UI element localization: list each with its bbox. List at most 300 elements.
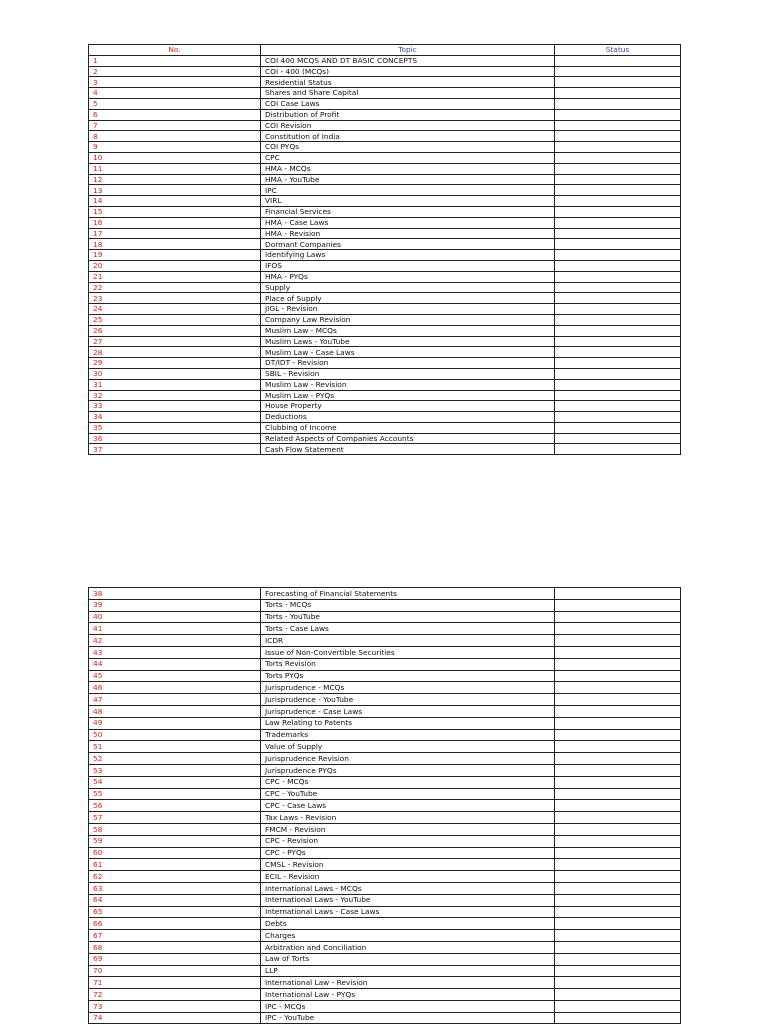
status-cell	[555, 812, 681, 824]
status-cell	[555, 196, 681, 207]
status-cell	[555, 823, 681, 835]
topic-cell: Torts PYQs	[261, 670, 555, 682]
status-cell	[555, 239, 681, 250]
status-cell	[555, 120, 681, 131]
table-row	[89, 77, 681, 88]
row-number-cell: 21	[89, 271, 261, 282]
status-cell	[555, 433, 681, 444]
topic-cell: Muslim Law - MCQs	[261, 325, 555, 336]
table-row	[89, 304, 681, 315]
table-row	[89, 379, 681, 390]
table-row	[89, 599, 681, 611]
table-row	[89, 705, 681, 717]
status-cell	[555, 611, 681, 623]
topic-cell: Torts - MCQs	[261, 599, 555, 611]
table-row	[89, 412, 681, 423]
row-number-cell: 40	[89, 611, 261, 623]
table-row	[89, 918, 681, 930]
table-row	[89, 812, 681, 824]
status-cell	[555, 918, 681, 930]
table-row	[89, 66, 681, 77]
row-number-cell: 43	[89, 646, 261, 658]
row-number-cell: 34	[89, 412, 261, 423]
row-number-cell: 4	[89, 88, 261, 99]
table-row	[89, 131, 681, 142]
table-row	[89, 941, 681, 953]
table-row	[89, 764, 681, 776]
topic-cell: Clubbing of Income	[261, 422, 555, 433]
status-cell	[555, 152, 681, 163]
table-row	[89, 196, 681, 207]
table-row	[89, 930, 681, 942]
row-number-cell: 23	[89, 293, 261, 304]
status-cell	[555, 847, 681, 859]
table-row	[89, 336, 681, 347]
table-row	[89, 109, 681, 120]
topic-cell: CPC - Case Laws	[261, 800, 555, 812]
table-row	[89, 1012, 681, 1024]
row-number-cell: 8	[89, 131, 261, 142]
status-cell	[555, 304, 681, 315]
row-number-cell: 33	[89, 401, 261, 412]
topic-cell: CPC - YouTube	[261, 788, 555, 800]
table-row	[89, 358, 681, 369]
topic-cell: Company Law Revision	[261, 314, 555, 325]
table-row	[89, 250, 681, 261]
topic-cell: CPC	[261, 152, 555, 163]
topic-cell: Law of Torts	[261, 953, 555, 965]
status-cell	[555, 930, 681, 942]
status-cell	[555, 989, 681, 1001]
row-number-cell: 59	[89, 835, 261, 847]
table-row	[89, 682, 681, 694]
status-cell	[555, 358, 681, 369]
table-row	[89, 965, 681, 977]
row-number-cell: 28	[89, 347, 261, 358]
topic-cell: House Property	[261, 401, 555, 412]
row-number-cell: 11	[89, 163, 261, 174]
status-cell	[555, 206, 681, 217]
table-row	[89, 88, 681, 99]
topic-cell: Value of Supply	[261, 741, 555, 753]
status-cell	[555, 965, 681, 977]
row-number-cell: 12	[89, 174, 261, 185]
topics-table-part-2	[88, 587, 681, 1024]
status-cell	[555, 800, 681, 812]
row-number-cell: 74	[89, 1012, 261, 1024]
row-number-cell: 27	[89, 336, 261, 347]
topic-cell: Jurisprudence - MCQs	[261, 682, 555, 694]
table-row	[89, 658, 681, 670]
topic-cell: Torts - YouTube	[261, 611, 555, 623]
topic-cell: International Law - Revision	[261, 977, 555, 989]
status-cell	[555, 705, 681, 717]
table-row	[89, 293, 681, 304]
table-row	[89, 163, 681, 174]
row-number-cell: 57	[89, 812, 261, 824]
status-cell	[555, 882, 681, 894]
status-cell	[555, 658, 681, 670]
row-number-cell: 31	[89, 379, 261, 390]
status-cell	[555, 859, 681, 871]
status-cell	[555, 977, 681, 989]
status-cell	[555, 788, 681, 800]
table-row	[89, 871, 681, 883]
status-cell	[555, 444, 681, 455]
topic-cell: COI 400 MCQS AND DT BASIC CONCEPTS	[261, 55, 555, 66]
topic-cell: International Laws - MCQs	[261, 882, 555, 894]
row-number-cell: 25	[89, 314, 261, 325]
status-cell	[555, 835, 681, 847]
status-cell	[555, 390, 681, 401]
row-number-cell: 68	[89, 941, 261, 953]
status-cell	[555, 325, 681, 336]
status-cell	[555, 894, 681, 906]
table-row	[89, 611, 681, 623]
status-cell	[555, 174, 681, 185]
status-cell	[555, 163, 681, 174]
table-row	[89, 314, 681, 325]
table-row	[89, 422, 681, 433]
table-row	[89, 142, 681, 153]
status-cell	[555, 941, 681, 953]
column-header-status: Status	[555, 45, 681, 56]
row-number-cell: 69	[89, 953, 261, 965]
topic-cell: Muslim Law - PYQs	[261, 390, 555, 401]
topic-cell: Jurisprudence PYQs	[261, 764, 555, 776]
topic-cell: Tax Laws - Revision	[261, 812, 555, 824]
topic-cell: Muslim Law - Case Laws	[261, 347, 555, 358]
table-row	[89, 55, 681, 66]
status-cell	[555, 271, 681, 282]
row-number-cell: 26	[89, 325, 261, 336]
table-row	[89, 953, 681, 965]
row-number-cell: 29	[89, 358, 261, 369]
row-number-cell: 54	[89, 776, 261, 788]
table-row	[89, 635, 681, 647]
topic-cell: Trademarks	[261, 729, 555, 741]
topic-cell: Supply	[261, 282, 555, 293]
topic-cell: Muslim Laws - YouTube	[261, 336, 555, 347]
table-row	[89, 228, 681, 239]
row-number-cell: 14	[89, 196, 261, 207]
row-number-cell: 6	[89, 109, 261, 120]
row-number-cell: 70	[89, 965, 261, 977]
row-number-cell: 13	[89, 185, 261, 196]
table-row	[89, 894, 681, 906]
row-number-cell: 35	[89, 422, 261, 433]
topic-cell: Torts Revision	[261, 658, 555, 670]
row-number-cell: 10	[89, 152, 261, 163]
row-number-cell: 22	[89, 282, 261, 293]
row-number-cell: 50	[89, 729, 261, 741]
row-number-cell: 64	[89, 894, 261, 906]
row-number-cell: 51	[89, 741, 261, 753]
status-cell	[555, 1000, 681, 1012]
table-row	[89, 185, 681, 196]
topic-cell: CPC - MCQs	[261, 776, 555, 788]
row-number-cell: 39	[89, 599, 261, 611]
table-row	[89, 325, 681, 336]
status-cell	[555, 401, 681, 412]
table-row	[89, 1000, 681, 1012]
status-cell	[555, 131, 681, 142]
table-row	[89, 217, 681, 228]
row-number-cell: 65	[89, 906, 261, 918]
row-number-cell: 55	[89, 788, 261, 800]
status-cell	[555, 379, 681, 390]
topic-cell: JIGL - Revision	[261, 304, 555, 315]
row-number-cell: 66	[89, 918, 261, 930]
topic-cell: Jurisprudence - Case Laws	[261, 705, 555, 717]
topic-cell: IPC - YouTube	[261, 1012, 555, 1024]
table-body	[89, 55, 681, 454]
table-row	[89, 977, 681, 989]
table-row	[89, 390, 681, 401]
status-cell	[555, 717, 681, 729]
topic-cell: CPC - Revision	[261, 835, 555, 847]
status-cell	[555, 953, 681, 965]
topic-cell: HMA - YouTube	[261, 174, 555, 185]
topic-cell: CPC - PYQs	[261, 847, 555, 859]
status-cell	[555, 776, 681, 788]
table-row	[89, 694, 681, 706]
status-cell	[555, 753, 681, 765]
topic-cell: CMSL - Revision	[261, 859, 555, 871]
table-row	[89, 98, 681, 109]
status-cell	[555, 282, 681, 293]
status-cell	[555, 871, 681, 883]
status-cell	[555, 741, 681, 753]
row-number-cell: 41	[89, 623, 261, 635]
topic-cell: Related Aspects of Companies Accounts	[261, 433, 555, 444]
topic-cell: HMA - PYQs	[261, 271, 555, 282]
topic-cell: International Laws - Case Laws	[261, 906, 555, 918]
topic-cell: COI Case Laws	[261, 98, 555, 109]
status-cell	[555, 336, 681, 347]
topic-cell: Identifying Laws	[261, 250, 555, 261]
topic-cell: Cash Flow Statement	[261, 444, 555, 455]
table-row	[89, 859, 681, 871]
status-cell	[555, 764, 681, 776]
status-cell	[555, 250, 681, 261]
topic-cell: Torts - Case Laws	[261, 623, 555, 635]
row-number-cell: 62	[89, 871, 261, 883]
table-row	[89, 588, 681, 600]
topic-cell: Charges	[261, 930, 555, 942]
row-number-cell: 45	[89, 670, 261, 682]
column-header-no: No.	[89, 45, 261, 56]
topic-cell: HMA - Revision	[261, 228, 555, 239]
row-number-cell: 7	[89, 120, 261, 131]
row-number-cell: 53	[89, 764, 261, 776]
topic-cell: Constitution of India	[261, 131, 555, 142]
topic-cell: Dormant Companies	[261, 239, 555, 250]
table-row	[89, 753, 681, 765]
row-number-cell: 73	[89, 1000, 261, 1012]
status-cell	[555, 412, 681, 423]
topic-cell: Place of Supply	[261, 293, 555, 304]
row-number-cell: 52	[89, 753, 261, 765]
topic-cell: Law Relating to Patents	[261, 717, 555, 729]
table-row	[89, 646, 681, 658]
row-number-cell: 32	[89, 390, 261, 401]
topic-cell: Issue of Non-Convertible Securities	[261, 646, 555, 658]
status-cell	[555, 1012, 681, 1024]
status-cell	[555, 66, 681, 77]
topic-cell: COI - 400 (MCQs)	[261, 66, 555, 77]
table-row	[89, 368, 681, 379]
row-number-cell: 67	[89, 930, 261, 942]
row-number-cell: 61	[89, 859, 261, 871]
table-row	[89, 152, 681, 163]
table-row	[89, 847, 681, 859]
row-number-cell: 1	[89, 55, 261, 66]
topic-cell: HMA - Case Laws	[261, 217, 555, 228]
table-row	[89, 401, 681, 412]
status-cell	[555, 682, 681, 694]
row-number-cell: 48	[89, 705, 261, 717]
status-cell	[555, 55, 681, 66]
table-row	[89, 741, 681, 753]
table-row	[89, 347, 681, 358]
row-number-cell: 49	[89, 717, 261, 729]
table-row	[89, 174, 681, 185]
row-number-cell: 3	[89, 77, 261, 88]
topic-cell: HMA - MCQs	[261, 163, 555, 174]
row-number-cell: 18	[89, 239, 261, 250]
table-row	[89, 835, 681, 847]
table-row	[89, 120, 681, 131]
row-number-cell: 37	[89, 444, 261, 455]
table-row	[89, 271, 681, 282]
status-cell	[555, 422, 681, 433]
row-number-cell: 60	[89, 847, 261, 859]
topic-cell: Residential Status	[261, 77, 555, 88]
topic-cell: Jurisprudence - YouTube	[261, 694, 555, 706]
topic-cell: SBIL - Revision	[261, 368, 555, 379]
status-cell	[555, 729, 681, 741]
topic-cell: IPC	[261, 185, 555, 196]
table-row	[89, 800, 681, 812]
status-cell	[555, 142, 681, 153]
table-row	[89, 989, 681, 1001]
status-cell	[555, 368, 681, 379]
table-row	[89, 623, 681, 635]
row-number-cell: 20	[89, 260, 261, 271]
status-cell	[555, 646, 681, 658]
status-cell	[555, 228, 681, 239]
status-cell	[555, 185, 681, 196]
topic-cell: International Law - PYQs	[261, 989, 555, 1001]
table-row	[89, 260, 681, 271]
table-row	[89, 282, 681, 293]
row-number-cell: 24	[89, 304, 261, 315]
status-cell	[555, 314, 681, 325]
row-number-cell: 38	[89, 588, 261, 600]
table-row	[89, 239, 681, 250]
topic-cell: International Laws - YouTube	[261, 894, 555, 906]
topic-cell: ICDR	[261, 635, 555, 647]
topic-cell: FMCM - Revision	[261, 823, 555, 835]
table-header-row	[89, 45, 681, 56]
status-cell	[555, 109, 681, 120]
topic-cell: Arbitration and Conciliation	[261, 941, 555, 953]
topic-cell: Deductions	[261, 412, 555, 423]
row-number-cell: 15	[89, 206, 261, 217]
status-cell	[555, 670, 681, 682]
column-header-topic: Topic	[261, 45, 555, 56]
table-row	[89, 729, 681, 741]
status-cell	[555, 694, 681, 706]
row-number-cell: 19	[89, 250, 261, 261]
topic-cell: DT/IDT - Revision	[261, 358, 555, 369]
row-number-cell: 42	[89, 635, 261, 647]
topic-cell: Financial Services	[261, 206, 555, 217]
topic-cell: LLP	[261, 965, 555, 977]
topic-cell: COI PYQs	[261, 142, 555, 153]
status-cell	[555, 635, 681, 647]
status-cell	[555, 217, 681, 228]
topic-cell: Distribution of Profit	[261, 109, 555, 120]
table-row	[89, 444, 681, 455]
table-body	[89, 588, 681, 1024]
status-cell	[555, 77, 681, 88]
topic-cell: VIRL	[261, 196, 555, 207]
topics-table-part-1	[88, 44, 681, 455]
table-row	[89, 717, 681, 729]
row-number-cell: 30	[89, 368, 261, 379]
status-cell	[555, 88, 681, 99]
topic-cell: COI Revision	[261, 120, 555, 131]
row-number-cell: 63	[89, 882, 261, 894]
topic-cell: Debts	[261, 918, 555, 930]
row-number-cell: 72	[89, 989, 261, 1001]
topic-cell: IPC - MCQs	[261, 1000, 555, 1012]
row-number-cell: 16	[89, 217, 261, 228]
table-row	[89, 906, 681, 918]
row-number-cell: 36	[89, 433, 261, 444]
topic-cell: IFOS	[261, 260, 555, 271]
topic-cell: ECIL - Revision	[261, 871, 555, 883]
row-number-cell: 47	[89, 694, 261, 706]
topic-cell: Shares and Share Capital	[261, 88, 555, 99]
status-cell	[555, 906, 681, 918]
row-number-cell: 2	[89, 66, 261, 77]
status-cell	[555, 260, 681, 271]
table-row	[89, 670, 681, 682]
table-row	[89, 206, 681, 217]
row-number-cell: 71	[89, 977, 261, 989]
row-number-cell: 44	[89, 658, 261, 670]
topic-cell: Jurisprudence Revision	[261, 753, 555, 765]
status-cell	[555, 98, 681, 109]
status-cell	[555, 623, 681, 635]
status-cell	[555, 588, 681, 600]
row-number-cell: 58	[89, 823, 261, 835]
status-cell	[555, 599, 681, 611]
table-row	[89, 776, 681, 788]
row-number-cell: 5	[89, 98, 261, 109]
table-row	[89, 788, 681, 800]
status-cell	[555, 293, 681, 304]
topic-cell: Muslim Law - Revision	[261, 379, 555, 390]
table-row	[89, 882, 681, 894]
row-number-cell: 17	[89, 228, 261, 239]
status-cell	[555, 347, 681, 358]
row-number-cell: 56	[89, 800, 261, 812]
row-number-cell: 9	[89, 142, 261, 153]
